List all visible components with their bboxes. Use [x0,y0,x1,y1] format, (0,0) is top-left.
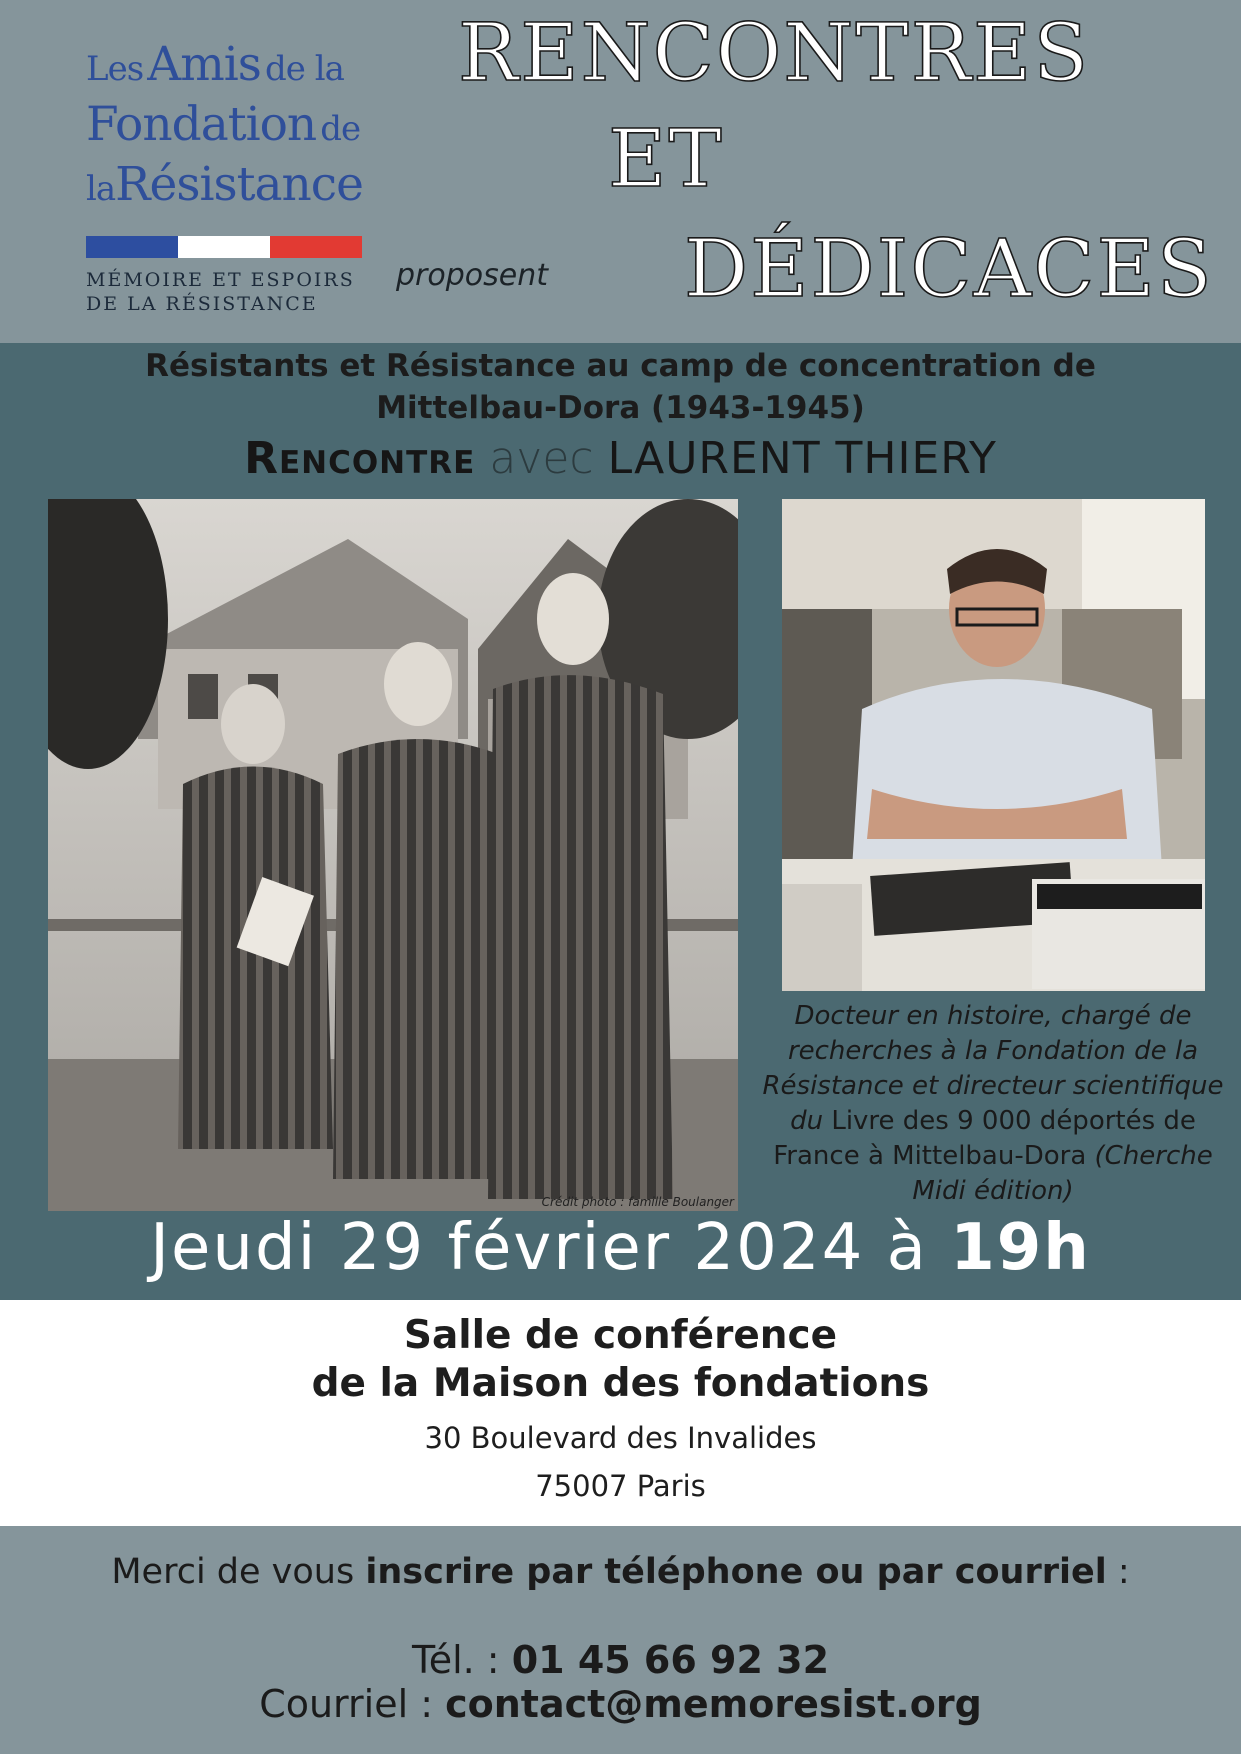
avec-word: avec [489,433,594,484]
photo-credit: Crédit photo : famille Boulanger [541,1195,734,1209]
logo-line-1 [86,37,364,100]
subtitle-line-2: Mittelbau-Dora (1943-1945) [376,390,865,426]
title-dedicaces: DÉDICACES [684,222,1214,315]
phone-line [0,1638,1241,1682]
contact-section [0,1526,1241,1754]
subtitle-line-1: Résistants et Résistance au camp de concentration de [145,348,1096,384]
title-rencontres: RENCONTRES [458,6,1091,99]
logo-line-2 [86,97,364,160]
logo-tagline [86,268,364,316]
historical-photo [48,499,738,1211]
speaker-bio [756,999,1230,1209]
venue-section [0,1300,1241,1526]
organization-logo [86,37,364,316]
logo-text: de [320,109,361,149]
event-date [0,1211,1241,1285]
speaker-heading [0,433,1241,484]
reg-prefix: Merci de vous [111,1552,355,1592]
speaker-photo-image [782,499,1205,991]
email-link[interactable]: contact@memoresist.org [445,1682,982,1726]
venue-title-line-1: Salle de conférence [403,1313,838,1358]
reg-suffix: : [1106,1552,1130,1592]
logo-text: la [86,169,116,209]
logo-text: Les [86,49,144,89]
bio-publisher: (Cherche Midi édition) [912,1141,1213,1206]
logo-text: de la [265,49,344,89]
logo-text: Résistance [115,157,363,212]
venue-address [0,1414,1241,1510]
header-band [0,0,1241,343]
phone-number[interactable]: 01 45 66 92 32 [511,1638,830,1682]
logo-text: Fondation [86,97,317,152]
historical-photo-image [48,499,738,1211]
french-flag-bar [86,236,362,258]
logo-line-3 [86,157,364,220]
address-line-1: 30 Boulevard des Invalides [424,1421,817,1455]
logo-tagline-line2: DE LA RÉSISTANCE [86,293,318,315]
logo-text: Amis [147,37,261,92]
event-date-text: Jeudi 29 février 2024 à [150,1211,928,1285]
phone-label: Tél. : [411,1638,500,1682]
event-subtitle [30,343,1211,429]
email-label: Courriel : [259,1682,434,1726]
proposent-text: proposent [396,258,548,293]
speaker-name: LAURENT THIERY [607,433,997,484]
event-band [0,343,1241,1300]
rencontre-word: Rencontre [244,433,476,484]
logo-tagline-line1: MÉMOIRE ET ESPOIRS [86,269,355,291]
address-line-2: 75007 Paris [535,1469,706,1503]
email-line [0,1682,1241,1726]
bio-book-title: Livre des 9 000 déportés de France à Mittelbau-Dora [773,1106,1196,1171]
venue-title-line-2: de la Maison des fondations [311,1361,930,1406]
title-et: ET [608,112,724,205]
bio-text: Docteur en histoire, chargé de recherches à la Fondation de la Résistance et directeur scientifique du [762,1001,1224,1136]
venue-title [0,1300,1241,1408]
speaker-photo [782,499,1205,991]
event-time: 19h [950,1211,1091,1285]
reg-bold: inscrire par téléphone ou par courriel [365,1552,1107,1592]
registration-note [0,1526,1241,1592]
